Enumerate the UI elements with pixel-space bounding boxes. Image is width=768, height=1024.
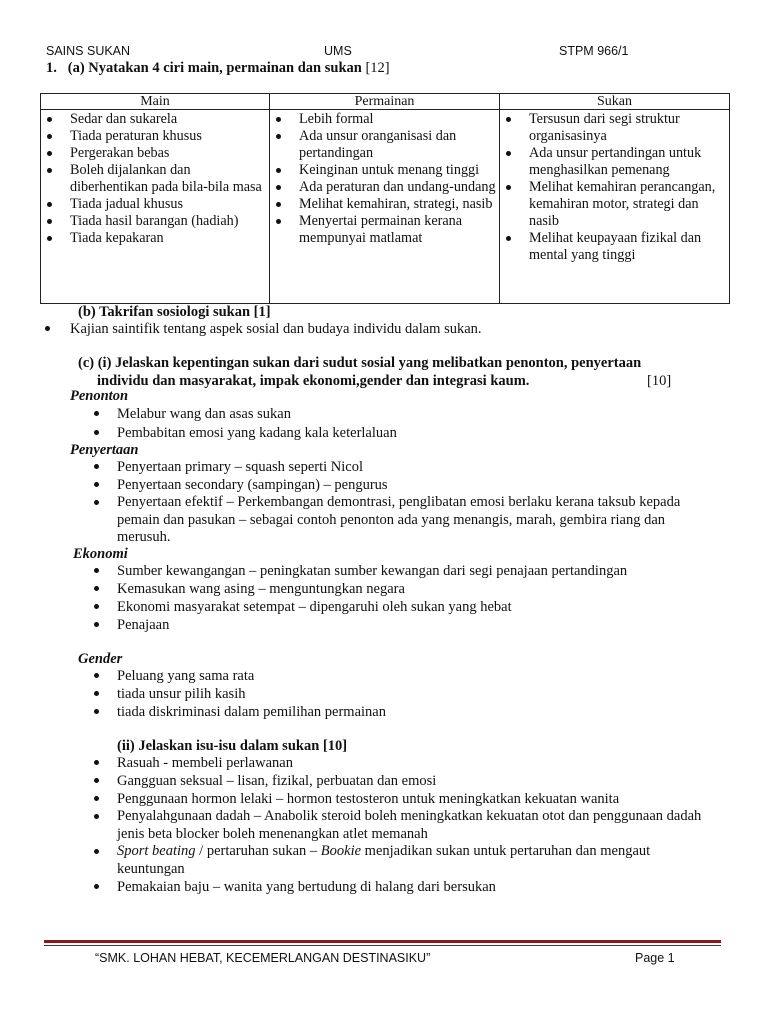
list-item: Boleh dijalankan dan diberhentikan pada bila-bila masa bbox=[47, 162, 269, 196]
list-item: Melihat kemahiran perancangan, kemahiran motor, strategi dan nasib bbox=[506, 179, 729, 230]
list-item: Keinginan untuk menang tinggi bbox=[276, 162, 499, 179]
header-subject: SAINS SUKAN bbox=[46, 44, 131, 58]
bullet-icon bbox=[94, 691, 99, 696]
footer-rule-thick bbox=[44, 940, 721, 943]
list-item: Penyertaan secondary (sampingan) – pengurus bbox=[117, 477, 388, 493]
footer-rule-thin bbox=[44, 945, 721, 946]
section-b-title: (b) Takrifan sosiologi sukan [1] bbox=[78, 304, 271, 320]
question-1-title bbox=[46, 60, 390, 77]
bullet-icon bbox=[45, 326, 50, 331]
slash-separator: / bbox=[195, 843, 207, 859]
list-item: Tiada jadual khusus bbox=[47, 196, 269, 213]
list-item: Peluang yang sama rata bbox=[117, 668, 255, 684]
table-header-row bbox=[41, 94, 730, 110]
list-item: tiada unsur pilih kasih bbox=[117, 686, 246, 702]
header-center: UMS bbox=[324, 44, 352, 58]
question-text: (a) Nyatakan 4 ciri main, permainan dan sukan bbox=[67, 60, 362, 76]
sukan-column bbox=[500, 110, 730, 304]
list-item: Tiada hasil barangan (hadiah) bbox=[47, 213, 269, 230]
header-permainan: Permainan bbox=[270, 94, 500, 110]
sport-beating-term: Sport beating bbox=[117, 843, 196, 859]
permainan-column bbox=[270, 110, 500, 304]
bullet-icon bbox=[94, 568, 99, 573]
list-item-part: pertaruhan sukan – bbox=[206, 843, 318, 859]
list-item: Melabur wang dan asas sukan bbox=[117, 406, 291, 422]
list-item: Sedar dan sukarela bbox=[47, 111, 269, 128]
list-item: Ada unsur oranganisasi dan pertandingan bbox=[276, 128, 499, 162]
list-item: Melihat kemahiran, strategi, nasib bbox=[276, 196, 499, 213]
gender-heading: Gender bbox=[78, 651, 123, 667]
footer-page-number: Page 1 bbox=[635, 951, 675, 965]
list-item: Pembabitan emosi yang kadang kala keterlaluan bbox=[117, 425, 397, 441]
list-item: Menyertai permainan kerana mempunyai matlamat bbox=[276, 213, 499, 247]
list-item: Tersusun dari segi struktur organisasinya bbox=[506, 111, 729, 145]
list-item: Sumber kewangangan – peningkatan sumber kewangan dari segi penajaan pertandingan bbox=[117, 563, 628, 579]
bullet-icon bbox=[94, 622, 99, 627]
bullet-icon bbox=[94, 411, 99, 416]
list-item: Pergerakan bebas bbox=[47, 145, 269, 162]
bullet-icon bbox=[94, 796, 99, 801]
header-code: STPM 966/1 bbox=[559, 44, 629, 58]
list-item: Penyalahgunaan dadah – Anabolik steroid boleh meningkatkan kekuatan otot dan penggunaan dadah jenis beta blocker boleh menenangkan atlet memanah bbox=[117, 808, 702, 842]
list-item: Rasuah - membeli perlawanan bbox=[117, 755, 293, 771]
bullet-icon bbox=[94, 604, 99, 609]
list-item: Tiada kepakaran bbox=[47, 230, 269, 247]
bullet-icon bbox=[94, 500, 99, 505]
bookie-term: Bookie bbox=[320, 843, 362, 859]
list-item: Lebih formal bbox=[276, 111, 499, 128]
bullet-icon bbox=[94, 430, 99, 435]
list-item: Penajaan bbox=[117, 617, 170, 633]
footer-motto: “SMK. LOHAN HEBAT, KECEMERLANGAN DESTINASIKU” bbox=[95, 951, 431, 965]
list-item: Penggunaan hormon lelaki – hormon testosteron untuk meningkatkan kekuatan wanita bbox=[117, 791, 620, 807]
list-item: Pemakaian baju – wanita yang bertudung di halang dari bersukan bbox=[117, 879, 496, 895]
section-c2-title: (ii) Jelaskan isu-isu dalam sukan [10] bbox=[117, 738, 348, 754]
bullet-icon bbox=[94, 884, 99, 889]
comparison-table bbox=[40, 93, 730, 304]
header-sukan: Sukan bbox=[500, 94, 730, 110]
header-main: Main bbox=[41, 94, 270, 110]
bullet-icon bbox=[94, 673, 99, 678]
list-item: Penyertaan primary – squash seperti Nicol bbox=[117, 459, 364, 475]
list-item: tiada diskriminasi dalam pemilihan permainan bbox=[117, 704, 386, 720]
list-item: Penyertaan efektif – Perkembangan demontrasi, penglibatan emosi berlaku kerana taksub kepada pemain dan pasukan – sebagai contoh penonton ada yang menangis, marah, gembira riang dan merusuh. bbox=[117, 494, 681, 545]
bullet-icon bbox=[94, 586, 99, 591]
bullet-icon bbox=[94, 814, 99, 819]
bullet-icon bbox=[94, 778, 99, 783]
bullet-icon bbox=[94, 482, 99, 487]
list-item: Kemasukan wang asing – menguntungkan negara bbox=[117, 581, 405, 597]
list-item bbox=[117, 843, 717, 878]
ekonomi-heading: Ekonomi bbox=[73, 546, 128, 562]
main-column bbox=[41, 110, 270, 304]
bullet-icon bbox=[94, 760, 99, 765]
question-marks: [12] bbox=[365, 60, 390, 76]
bullet-icon bbox=[94, 709, 99, 714]
section-c-title-line1: (c) (i) Jelaskan kepentingan sukan dari sudut sosial yang melibatkan penonton, penyertaan bbox=[78, 355, 642, 371]
section-b-item: Kajian saintifik tentang aspek sosial dan budaya individu dalam sukan. bbox=[70, 321, 482, 337]
list-item: Ada unsur pertandingan untuk menghasilkan pemenang bbox=[506, 145, 729, 179]
list-item: Gangguan seksual – lisan, fizikal, perbuatan dan emosi bbox=[117, 773, 437, 789]
bullet-icon bbox=[94, 849, 99, 854]
bullet-icon bbox=[94, 464, 99, 469]
section-c-title-line2: individu dan masyarakat, impak ekonomi,gender dan integrasi kaum. bbox=[97, 373, 530, 389]
list-item: Ada peraturan dan undang-undang bbox=[276, 179, 499, 196]
question-number: 1. bbox=[46, 60, 57, 76]
table-body-row bbox=[41, 110, 730, 304]
list-item: Ekonomi masyarakat setempat – dipengaruhi oleh sukan yang hebat bbox=[117, 599, 512, 615]
list-item: Melihat keupayaan fizikal dan mental yang tinggi bbox=[506, 230, 729, 264]
list-item-part: menjadikan sukan untuk pertaruhan dan mengaut keuntungan bbox=[117, 843, 651, 877]
penyertaan-heading: Penyertaan bbox=[70, 442, 139, 458]
penonton-heading: Penonton bbox=[70, 388, 129, 404]
section-c-marks: [10] bbox=[647, 373, 672, 389]
list-item: Tiada peraturan khusus bbox=[47, 128, 269, 145]
